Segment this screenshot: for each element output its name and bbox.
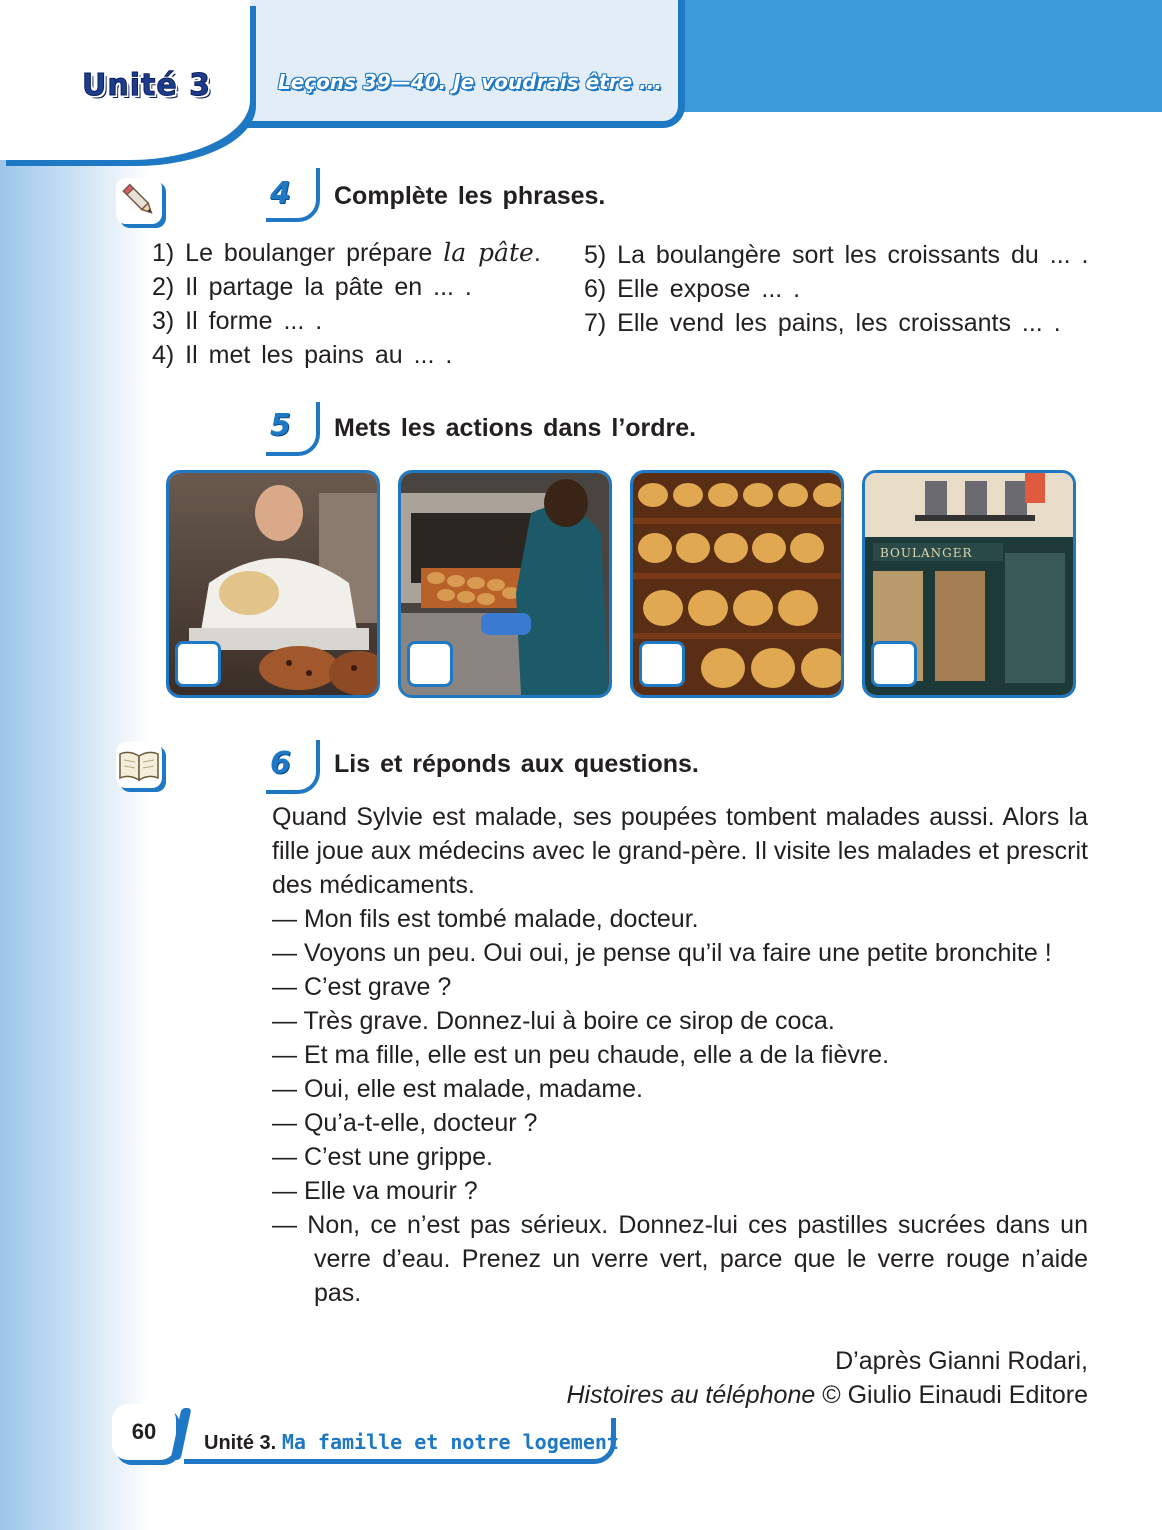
order-answer-box[interactable] bbox=[871, 641, 917, 687]
order-answer-box[interactable] bbox=[639, 641, 685, 687]
dialogue-line: — Très grave. Donnez-lui à boire ce sirop de coca. bbox=[272, 1007, 835, 1035]
exercise-6-title: Lis et réponds aux questions. bbox=[334, 750, 699, 778]
dialogue-line: — C’est grave ? bbox=[272, 973, 452, 1001]
exercise-5-number: 5 bbox=[270, 408, 291, 443]
dialogue-line: — Et ma fille, elle est un peu chaude, elle a de la fièvre. bbox=[272, 1041, 890, 1069]
book-icon bbox=[116, 742, 162, 788]
order-answer-box[interactable] bbox=[407, 641, 453, 687]
list-item: 2) Il partage la pâte en ... . bbox=[152, 273, 472, 301]
unit-label: Unité 3 bbox=[82, 68, 212, 103]
exercise-4-number: 4 bbox=[270, 176, 291, 211]
footer-unit-prefix: Unité 3. bbox=[204, 1432, 277, 1454]
attribution-source bbox=[566, 1378, 1088, 1412]
attribution-book-title: Histoires au téléphone bbox=[566, 1381, 816, 1409]
footer-unit-title bbox=[204, 1430, 619, 1455]
exercise-4-left-list bbox=[152, 236, 541, 372]
header-blue-bar bbox=[640, 0, 1162, 112]
list-item: 7) Elle vend les pains, les croissants ... . bbox=[584, 309, 1061, 337]
exercise-5-title: Mets les actions dans l’ordre. bbox=[334, 414, 697, 442]
reading-text bbox=[272, 800, 1088, 1310]
handwritten-answer: la pâte bbox=[443, 238, 534, 267]
list-item: 5) La boulangère sort les croissants du ... . bbox=[584, 241, 1089, 269]
list-item: 4) Il met les pains au ... . bbox=[152, 341, 453, 369]
photo-bread-display bbox=[630, 470, 844, 698]
photo-baker-oven bbox=[398, 470, 612, 698]
page-number: 60 bbox=[112, 1404, 176, 1460]
exercise-4-right-list bbox=[584, 238, 1088, 340]
dialogue-line: — C’est une grippe. bbox=[272, 1143, 493, 1171]
order-answer-box[interactable] bbox=[175, 641, 221, 687]
dialogue-line: — Voyons un peu. Oui oui, je pense qu’il va faire une petite bronchite ! bbox=[272, 939, 1052, 967]
dialogue-line: — Qu’a-t-elle, docteur ? bbox=[272, 1109, 538, 1137]
list-item: 1) Le boulanger prépare la pâte. bbox=[152, 238, 541, 267]
photo-baker-kneading bbox=[166, 470, 380, 698]
lesson-title: Leçons 39—40. Je voudrais être ... bbox=[278, 70, 662, 94]
header-lesson-panel bbox=[230, 0, 685, 128]
dialogue-line: — Oui, elle est malade, madame. bbox=[272, 1075, 643, 1103]
photo-bakery-shop bbox=[862, 470, 1076, 698]
dialogue-list bbox=[272, 902, 1088, 1310]
attribution bbox=[566, 1344, 1088, 1412]
dialogue-line: — Elle va mourir ? bbox=[272, 1177, 478, 1205]
exercise-4-title: Complète les phrases. bbox=[334, 182, 606, 210]
pencil-icon bbox=[116, 178, 162, 224]
shop-sign: BOULANGER bbox=[880, 546, 973, 560]
attribution-publisher: © Giulio Einaudi Editore bbox=[815, 1381, 1088, 1409]
list-item: 3) Il forme ... . bbox=[152, 307, 323, 335]
reading-intro: Quand Sylvie est malade, ses poupées tombent malades aussi. Alors la fille joue aux médecins avec le grand-père. Il visite les malades et prescrit des médicaments. bbox=[272, 803, 1088, 899]
attribution-author: D’après Gianni Rodari, bbox=[835, 1347, 1088, 1375]
exercise-6-number: 6 bbox=[270, 746, 291, 781]
dialogue-line: — Mon fils est tombé malade, docteur. bbox=[272, 905, 699, 933]
footer-unit-name: Ma famille et notre logement bbox=[281, 1430, 619, 1454]
dialogue-line: — Non, ce n’est pas sérieux. Donnez-lui ces pastilles sucrées dans un verre d’eau. Prenez un verre vert, parce que le verre rouge n’aide pas. bbox=[272, 1211, 1088, 1307]
list-item: 6) Elle expose ... . bbox=[584, 275, 801, 303]
